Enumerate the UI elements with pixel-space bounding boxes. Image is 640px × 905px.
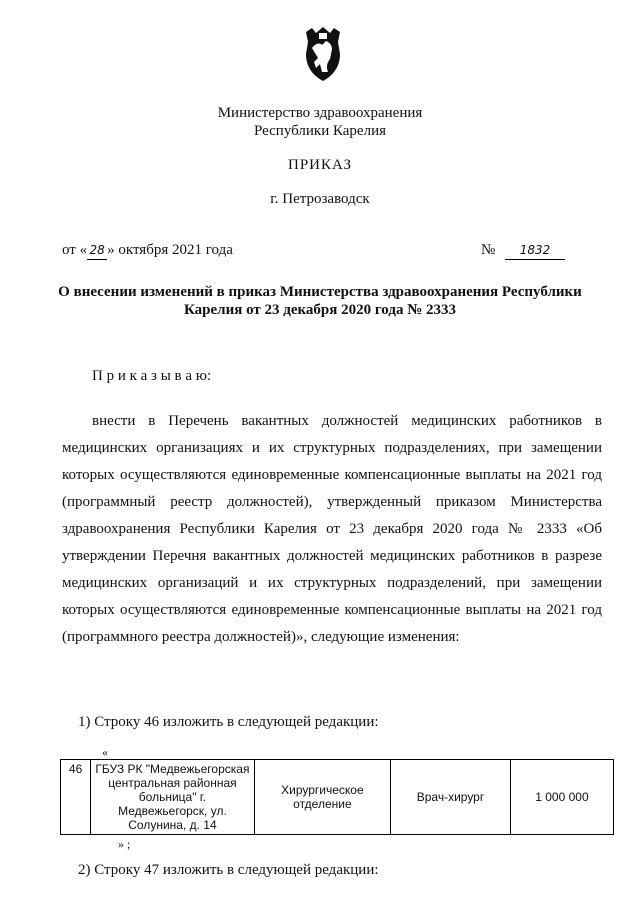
title-line-1: О внесении изменений в приказ Министерства здравоохранения Республики bbox=[58, 284, 582, 300]
register-row-table bbox=[60, 759, 614, 835]
order-number: 1832 bbox=[505, 241, 565, 260]
body-line: (программный реестр должностей), утвержденный приказом Министерства bbox=[62, 494, 602, 510]
open-quote: « bbox=[102, 745, 108, 759]
ministry-line-1: Министерство здравоохранения bbox=[217, 105, 423, 121]
body-paragraph bbox=[62, 408, 602, 651]
body-line: которых осуществляются единовременные компенсационные выплаты на 2021 год bbox=[62, 467, 602, 483]
body-line: медицинских организациях и их структурных подразделениях, при замещении bbox=[62, 440, 602, 456]
number-label: № bbox=[481, 242, 496, 258]
row-number-cell: 46 bbox=[61, 760, 91, 835]
body-line: здравоохранения Республики Карелия от 23 декабря 2020 года № 2333 «Об bbox=[62, 521, 602, 537]
title-line-2: Карелия от 23 декабря 2020 года № 2333 bbox=[183, 302, 457, 318]
body-line: (программного реестра должностей)», следующие изменения: bbox=[62, 629, 460, 645]
item-2-text: 2) Строку 47 изложить в следующей редакции: bbox=[78, 862, 379, 878]
amount-cell: 1 000 000 bbox=[510, 760, 613, 835]
ministry-line-2: Республики Карелия bbox=[253, 123, 387, 139]
doc-type: ПРИКАЗ bbox=[288, 157, 352, 173]
position-cell: Врач-хирург bbox=[391, 760, 511, 835]
city: г. Петрозаводск bbox=[270, 191, 370, 207]
item-1-text: 1) Строку 46 изложить в следующей редакции: bbox=[78, 714, 379, 730]
date-prefix: от « bbox=[62, 242, 88, 258]
table-row bbox=[61, 760, 614, 835]
department-cell: Хирургическое отделение bbox=[254, 760, 390, 835]
date-day: 28 bbox=[87, 241, 107, 260]
date-line bbox=[62, 241, 233, 260]
number-line bbox=[481, 241, 565, 260]
karelia-coat-of-arms-icon bbox=[302, 26, 344, 82]
body-line: утверждении Перечня вакантных должностей медицинских работников в разрезе bbox=[62, 548, 602, 564]
organization-cell: ГБУЗ РК "Медвежьегорская центральная районная больница" г. Медвежьегорск, ул. Солунина, д. 14 bbox=[91, 760, 255, 835]
body-line: медицинских организаций и их структурных подразделений, при замещении bbox=[62, 575, 602, 591]
date-suffix: » октября 2021 года bbox=[107, 242, 233, 258]
close-quote: » ; bbox=[118, 837, 131, 851]
order-word: П р и к а з ы в а ю: bbox=[92, 368, 212, 384]
body-line: внести в Перечень вакантных должностей медицинских работников в bbox=[92, 413, 602, 429]
body-line: которых осуществляются единовременные компенсационные выплаты на 2021 год bbox=[62, 602, 602, 618]
